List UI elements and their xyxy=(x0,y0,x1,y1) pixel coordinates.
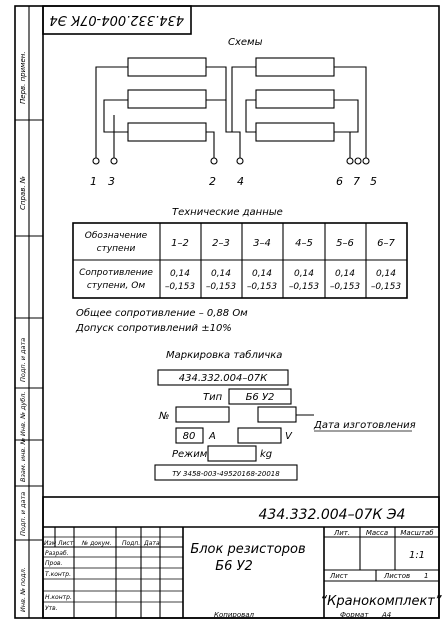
terminal-label-5: 5 xyxy=(370,175,377,188)
plate-type-label: Тип xyxy=(203,392,223,403)
stamp-name-line2: Б6 У2 xyxy=(215,559,253,574)
plate-mass-unit: kg xyxy=(260,449,273,460)
scheme-terminals xyxy=(93,158,369,164)
stage-5-6: 5–6 xyxy=(336,238,354,249)
plate-current-unit: А xyxy=(209,431,216,442)
value-top-6: 0,14 xyxy=(375,269,397,279)
stamp-masshtab: Масштаб xyxy=(400,529,434,537)
margin-vzam-inv: Взам. инв. № xyxy=(19,437,27,482)
value-bottom-6: –0,153 xyxy=(370,282,402,292)
terminal-label-2: 2 xyxy=(209,175,216,188)
table-header-label-2: ступени xyxy=(96,244,136,254)
margin-inv-podl: Инв. № подл. xyxy=(19,567,27,612)
plate-title: Маркировка табличка xyxy=(166,350,283,361)
plate-date-label: Дата изготовления xyxy=(314,420,416,431)
terminal-label-1: 1 xyxy=(90,175,97,188)
stamp-col-list: Лист xyxy=(58,540,74,547)
tech-title: Технические данные xyxy=(172,207,283,218)
value-bottom-4: –0,153 xyxy=(288,282,320,292)
stamp-col-doc: № докум. xyxy=(82,540,112,547)
resistor-scheme xyxy=(96,58,366,158)
stamp-format-value: А4 xyxy=(382,611,392,619)
plate-code: 434.332.004–07К xyxy=(178,373,268,384)
terminal-label-6: 6 xyxy=(336,175,343,188)
terminal-label-7: 7 xyxy=(353,175,360,188)
stage-4-5: 4–5 xyxy=(295,238,313,249)
stamp-format-label: Формат xyxy=(340,611,369,619)
stamp-sheets: Листов xyxy=(384,572,411,580)
value-top-5: 0,14 xyxy=(334,269,356,279)
stamp-sheets-value: 1 xyxy=(424,572,429,580)
rotated-code-text: 434.332.004-07К Э4 xyxy=(49,12,184,27)
stamp-row-tkontr: Т.контр. xyxy=(45,571,72,578)
plate-mode-label: Режим xyxy=(172,449,208,460)
plate-drawing xyxy=(155,370,314,480)
table-value-label-1: Сопротивление xyxy=(79,268,153,278)
margin-podp-data-1: Подп. и дата xyxy=(19,337,27,382)
margin-podp-data-2: Подп. и дата xyxy=(19,491,27,536)
stamp-company: “Кранокомплект” xyxy=(320,594,442,609)
stage-3-4: 3–4 xyxy=(253,238,271,249)
stamp-sheet: Лист xyxy=(330,572,348,580)
plate-current-value: 80 xyxy=(182,431,196,442)
stamp-col-izm: Изм xyxy=(44,540,57,547)
terminal-label-3: 3 xyxy=(108,175,115,188)
stamp-kopiroval: Копировал xyxy=(214,611,254,619)
value-top-3: 0,14 xyxy=(251,269,273,279)
stamp-designation: 434.332.004–07К Э4 xyxy=(258,507,406,523)
terminal-label-4: 4 xyxy=(237,175,244,188)
plate-tu: ТУ 3458-003-49520168-20018 xyxy=(172,470,280,478)
value-bottom-2: –0,153 xyxy=(205,282,237,292)
value-top-2: 0,14 xyxy=(210,269,232,279)
stamp-massa: Масса xyxy=(365,529,389,537)
stage-1-2: 1–2 xyxy=(171,238,189,249)
schemes-title: Схемы xyxy=(228,37,263,48)
plate-number-sign: № xyxy=(159,411,170,422)
stamp-row-razrab: Разраб. xyxy=(45,550,69,557)
plate-type-value: Б6 У2 xyxy=(245,392,275,403)
stamp-scale-value: 1:1 xyxy=(408,550,426,561)
plate-voltage-unit: V xyxy=(285,431,292,442)
stamp-row-prov: Пров. xyxy=(45,560,63,567)
stamp-col-sign: Подп. xyxy=(122,540,141,547)
tolerance: Допуск сопротивлений ±10% xyxy=(76,323,232,334)
stamp-row-nkontr: Н.контр. xyxy=(45,594,72,601)
value-bottom-3: –0,153 xyxy=(246,282,278,292)
stage-6-7: 6–7 xyxy=(377,238,395,249)
stamp-col-date: Дата xyxy=(144,540,160,547)
table-value-label-2: ступени, Ом xyxy=(86,281,146,291)
margin-sprav: Справ. № xyxy=(19,175,27,210)
value-top-4: 0,14 xyxy=(293,269,315,279)
stamp-row-utv: Утв. xyxy=(45,605,58,612)
value-bottom-1: –0,153 xyxy=(164,282,196,292)
stamp-name-line1: Блок резисторов xyxy=(190,542,306,557)
value-bottom-5: –0,153 xyxy=(329,282,361,292)
margin-perv-primen: Перв. примен. xyxy=(19,51,27,104)
value-top-1: 0,14 xyxy=(169,269,191,279)
total-resistance: Общее сопротивление – 0,88 Ом xyxy=(76,308,248,319)
stage-2-3: 2–3 xyxy=(212,238,230,249)
margin-inv-dubl: Инв. № дубл. xyxy=(19,391,27,436)
table-header-label-1: Обозначение xyxy=(84,231,148,241)
stamp-lit: Лит. xyxy=(333,529,351,537)
